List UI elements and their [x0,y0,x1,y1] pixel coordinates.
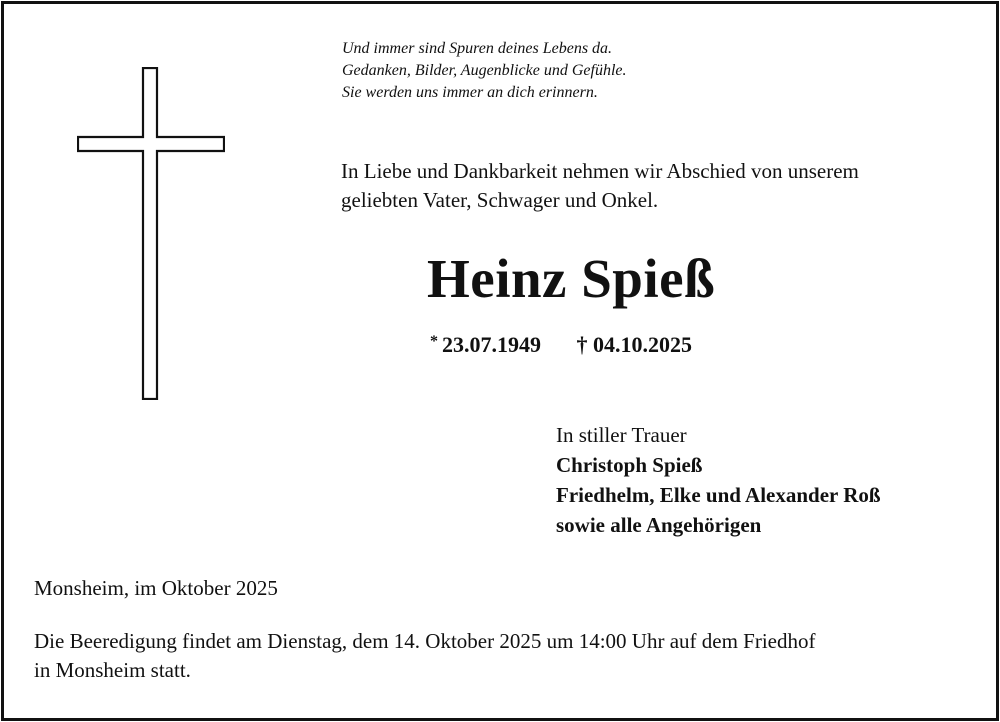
intro-line: geliebten Vater, Schwager und Onkel. [341,188,659,212]
mourners-block [556,420,881,540]
deceased-name: Heinz Spieß [427,248,716,309]
mourner-name: Christoph Spieß [556,453,703,477]
funeral-line: in Monsheim statt. [34,658,191,682]
poem-line: Gedanken, Bilder, Augenblicke und Gefühle. [342,62,627,79]
cross-icon [77,67,225,400]
mourning-lead: In stiller Trauer [556,423,687,447]
place-and-date: Monsheim, im Oktober 2025 [34,576,278,600]
death-symbol: † [576,332,588,357]
birth-date: 23.07.1949 [442,332,541,357]
funeral-notice [34,627,816,685]
memorial-poem [342,38,627,104]
birth-symbol: * [430,333,438,350]
mourner-name: sowie alle Angehörigen [556,513,762,537]
funeral-line: Die Beeredigung findet am Dienstag, dem 14. Oktober 2025 um 14:00 Uhr auf dem Friedhof [34,629,816,653]
poem-line: Und immer sind Spuren deines Lebens da. [342,40,613,57]
death-date-group [577,330,693,360]
intro-line: In Liebe und Dankbarkeit nehmen wir Abschied von unserem [341,159,859,183]
birth-date-group [430,327,541,360]
mourner-name: Friedhelm, Elke und Alexander Roß [556,483,881,507]
farewell-intro [341,157,859,215]
death-date: 04.10.2025 [593,332,692,357]
poem-line: Sie werden uns immer an dich erinnern. [342,84,598,101]
life-dates [430,327,692,360]
